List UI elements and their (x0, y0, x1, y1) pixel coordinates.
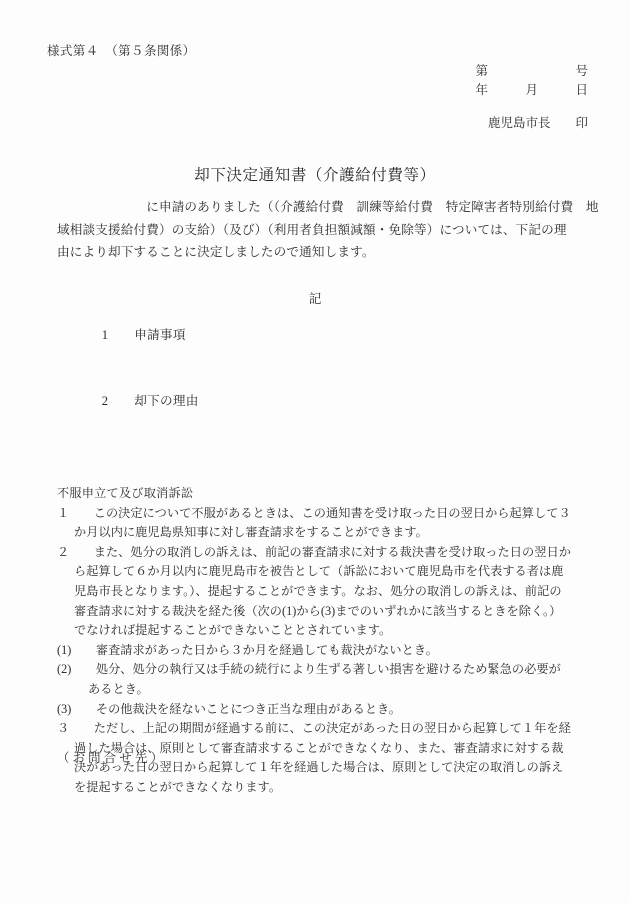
issuer-line: 鹿児島市長 印 (487, 116, 588, 130)
appeal-line: あるとき。 (88, 681, 149, 696)
appeal-line: 決があった日の翌日から起算して１年を経過した場合は、原則として決定の取消しの訴え (74, 760, 564, 775)
appeal-line: (2) 処分、処分の執行又は手続の続行により生ずる著しい損害を避けるため緊急の必要が (57, 662, 561, 677)
form-code-label: 様式第４ （第５条関係） (47, 44, 196, 58)
appeal-paragraph (57, 660, 577, 699)
body-line-3: 由により却下することに決定しましたので通知します。 (57, 245, 375, 259)
body-line-2: 域相談支援給付費）の支給）（及び）（利用者負担額減額・免除等）については、下記の理 (57, 222, 567, 237)
appeal-line: か月以内に鹿児島県知事に対し審査請求をすることができます。 (74, 525, 428, 540)
appeal-line: 審査請求に対する裁決を経た後（次の(1)から(3)までのいずれかに該当するときを除く。） (74, 603, 562, 618)
document-number-line: 第 号 (475, 64, 588, 78)
appeal-line: １ この決定について不服があるときは、この通知書を受け取った日の翌日から起算して３ (57, 505, 571, 520)
section-item-number: 1 (101, 328, 109, 342)
section-item-label: 申請事項 (134, 328, 186, 342)
appeal-line: でなければ提起することができないこととされています。 (74, 623, 392, 638)
appeal-line: 児島市長となります。）、提起することができます。なお、処分の取消しの訴えは、前記の (74, 583, 562, 598)
ki-label: 記 (308, 292, 322, 306)
appeal-line: ら起算して６か月以内に鹿児島市を被告として（訴訟において鹿児島市を代表する者は鹿 (74, 564, 564, 579)
document-meta-block (475, 62, 588, 100)
appeal-paragraph (57, 543, 577, 641)
appeal-line: (1) 審査請求があった日から３か月を経過しても裁決がないとき。 (57, 642, 438, 657)
appeal-section-heading: 不服申立て及び取消訴訟 (57, 486, 194, 500)
appeal-line: ２ また、処分の取消しの訴えは、前記の審査請求に対する裁決書を受け取った日の翌日か (57, 544, 571, 559)
page-title: 却下決定通知書（介護給付費等） (194, 167, 436, 184)
appeal-line: ３ ただし、上記の期間が経過する前に、この決定があった日の翌日から起算して１年を経 (57, 721, 571, 736)
appeal-line: (3) その他裁決を経ないことにつき正当な理由があるとき。 (57, 701, 402, 716)
section-item-number: 2 (101, 394, 109, 408)
appeal-paragraph (57, 641, 577, 661)
section-item-rejection-reason (88, 375, 199, 424)
appeal-line: 過した場合は、原則として審査請求することができなくなり、また、審査請求に対する裁 (74, 740, 564, 755)
appeal-paragraph (57, 700, 577, 720)
document-date-line: 年 月 日 (475, 83, 588, 97)
body-line-1: に申請のありました（（介護給付費 訓練等給付費 特定障害者特別給付費 地 (57, 200, 599, 214)
section-item-application-matters (88, 309, 186, 358)
appeal-line: を提起することができなくなります。 (74, 779, 282, 794)
body-paragraph (57, 196, 599, 264)
section-item-label: 却下の理由 (134, 394, 199, 408)
contact-label: （お問合せ先） (57, 751, 167, 765)
appeal-paragraph (57, 504, 577, 543)
